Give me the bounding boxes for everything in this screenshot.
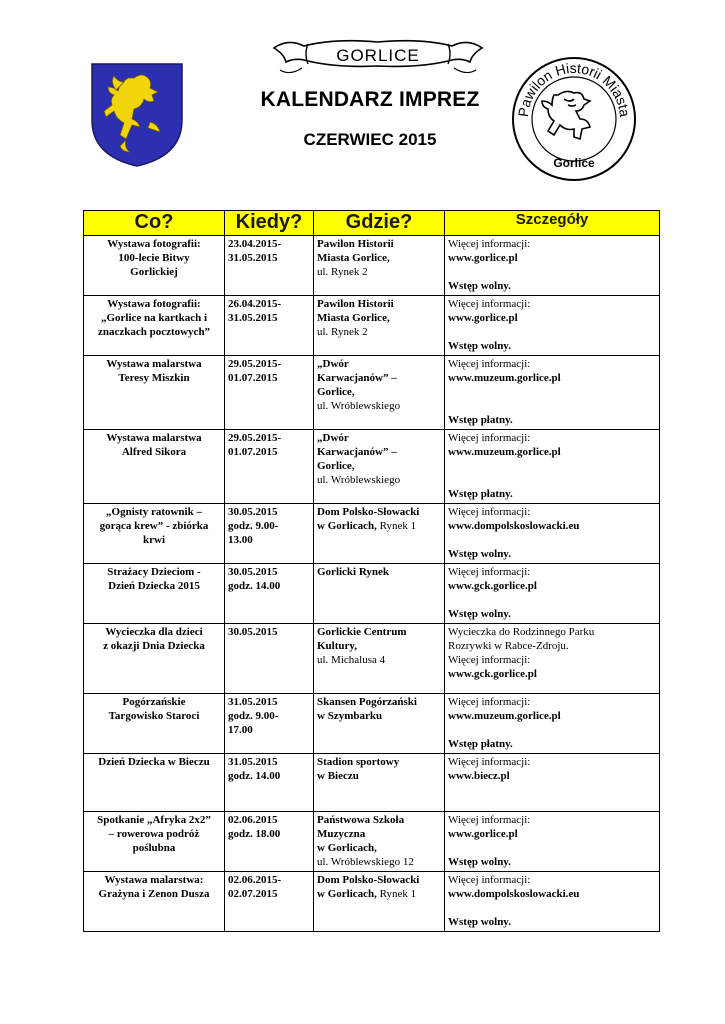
event-details-cell xyxy=(445,754,660,812)
cell-line: Gorlice, xyxy=(317,386,355,398)
cell-line xyxy=(448,265,656,279)
event-name-cell xyxy=(84,356,225,430)
cell-line: Więcej informacji: xyxy=(448,756,531,768)
cell-line: Więcej informacji: xyxy=(448,358,531,370)
cell-line xyxy=(448,593,656,607)
cell-line: „Gorlice na kartkach i xyxy=(100,312,208,324)
event-name-cell xyxy=(84,872,225,932)
cell-line: z okazji Dnia Dziecka xyxy=(103,640,205,652)
event-place-cell xyxy=(314,356,445,430)
cell-line: www.gorlice.pl xyxy=(448,252,518,264)
cell-line: Wystawa malarstwa xyxy=(106,432,202,444)
cell-line: www.biecz.pl xyxy=(448,770,510,782)
cell-line: Wstęp płatny. xyxy=(448,738,513,750)
header-details: Szczegóły xyxy=(445,211,660,236)
cell-line: 30.05.2015 xyxy=(228,626,278,638)
cell-line: Więcej informacji: xyxy=(448,654,531,666)
event-date-cell xyxy=(225,872,314,932)
cell-line: Pawilon Historii xyxy=(317,298,394,310)
cell-line: Gorlicki Rynek xyxy=(317,566,390,578)
cell-line xyxy=(448,459,656,473)
cell-line: www.gck.gorlice.pl xyxy=(448,668,537,680)
cell-line: Skansen Pogórzański xyxy=(317,696,417,708)
event-details-cell xyxy=(445,504,660,564)
table-row xyxy=(84,504,660,564)
cell-line: Wstęp wolny. xyxy=(448,340,511,352)
table-row xyxy=(84,564,660,624)
event-name-cell xyxy=(84,430,225,504)
cell-line: godz. 14.00 xyxy=(228,580,281,592)
cell-line: Gorlickiej xyxy=(130,266,178,278)
cell-line: Państwowa Szkoła xyxy=(317,814,405,826)
cell-line: 29.05.2015- xyxy=(228,432,282,444)
cell-line: Gorlickie Centrum xyxy=(317,626,407,638)
cell-line: ul. Wróblewskiego xyxy=(317,474,401,486)
event-name-cell xyxy=(84,694,225,754)
cell-line: „Dwór xyxy=(317,358,349,370)
table-row xyxy=(84,872,660,932)
table-row xyxy=(84,296,660,356)
table-row xyxy=(84,694,660,754)
cell-line: Kultury, xyxy=(317,640,358,652)
event-place-cell xyxy=(314,564,445,624)
header-what: Co? xyxy=(84,211,225,236)
cell-line: Wstęp wolny. xyxy=(448,608,511,620)
cell-line xyxy=(448,533,656,547)
cell-line: Więcej informacji: xyxy=(448,506,531,518)
header-where: Gdzie? xyxy=(314,211,445,236)
event-place-cell xyxy=(314,694,445,754)
gorlice-banner xyxy=(268,30,488,80)
cell-line: Miasta Gorlice, xyxy=(317,312,390,324)
event-details-cell xyxy=(445,694,660,754)
cell-line xyxy=(448,399,656,413)
gorlice-coat-of-arms xyxy=(88,60,186,170)
cell-line: Rozrywki w Rabce-Zdroju. xyxy=(448,640,569,652)
cell-line: Dom Polsko-Słowacki xyxy=(317,874,420,886)
cell-line xyxy=(448,901,656,915)
cell-line: Wstęp płatny. xyxy=(448,414,513,426)
cell-line: krwi xyxy=(143,534,165,546)
cell-line: Wystawa malarstwa: xyxy=(104,874,204,886)
event-details-cell xyxy=(445,564,660,624)
cell-line: 23.04.2015- xyxy=(228,238,282,250)
cell-line: w Bieczu xyxy=(317,770,359,782)
cell-line: www.muzeum.gorlice.pl xyxy=(448,372,561,384)
cell-line: www.dompolskoslowacki.eu xyxy=(448,520,580,532)
cell-line: www.dompolskoslowacki.eu xyxy=(448,888,580,900)
cell-line: Więcej informacji: xyxy=(448,566,531,578)
cell-line: Dzień Dziecka w Bieczu xyxy=(98,756,210,768)
event-details-cell xyxy=(445,872,660,932)
cell-line: 100-lecie Bitwy xyxy=(118,252,190,264)
cell-line: Więcej informacji: xyxy=(448,814,531,826)
page-title: KALENDARZ IMPREZ xyxy=(260,88,480,111)
cell-line: Strażacy Dzieciom - xyxy=(107,566,201,578)
event-date-cell xyxy=(225,236,314,296)
event-details-cell xyxy=(445,624,660,694)
header-when: Kiedy? xyxy=(225,211,314,236)
cell-line: poślubna xyxy=(132,842,176,854)
event-date-cell xyxy=(225,754,314,812)
event-date-cell xyxy=(225,694,314,754)
cell-line: „Ognisty ratownik – xyxy=(106,506,202,518)
event-name-cell xyxy=(84,564,225,624)
cell-line: znaczkach pocztowych” xyxy=(97,326,211,338)
cell-line: godz. 9.00- xyxy=(228,710,279,722)
cell-line: Karwacjanów” – xyxy=(317,446,397,458)
cell-line: Wstęp wolny. xyxy=(448,856,511,868)
cell-line: 01.07.2015 xyxy=(228,372,278,384)
event-details-cell xyxy=(445,430,660,504)
event-place-cell xyxy=(314,754,445,812)
cell-line: Wystawa malarstwa xyxy=(106,358,202,370)
event-place-cell xyxy=(314,624,445,694)
event-date-cell xyxy=(225,356,314,430)
cell-line: www.muzeum.gorlice.pl xyxy=(448,710,561,722)
event-place-cell xyxy=(314,430,445,504)
cell-line: 30.05.2015 xyxy=(228,506,278,518)
cell-line: – rowerowa podróż xyxy=(108,828,200,840)
cell-line: Wstęp wolny. xyxy=(448,280,511,292)
table-row xyxy=(84,754,660,812)
event-place-cell xyxy=(314,296,445,356)
cell-line: www.gorlice.pl xyxy=(448,828,518,840)
event-name-cell xyxy=(84,624,225,694)
cell-line: godz. 18.00 xyxy=(228,828,281,840)
events-table xyxy=(83,210,660,932)
table-row xyxy=(84,624,660,694)
cell-line: www.gck.gorlice.pl xyxy=(448,580,537,592)
cell-line: ul. Wróblewskiego xyxy=(317,400,401,412)
cell-line: Spotkanie „Afryka 2x2” xyxy=(97,814,211,826)
cell-line: 26.04.2015- xyxy=(228,298,282,310)
cell-line: Wystawa fotografii: xyxy=(107,238,201,250)
cell-line: Wystawa fotografii: xyxy=(107,298,201,310)
cell-line: Więcej informacji: xyxy=(448,696,531,708)
cell-line: Więcej informacji: xyxy=(448,432,531,444)
cell-line: 30.05.2015 xyxy=(228,566,278,578)
cell-line xyxy=(448,325,656,339)
svg-text:GORLICE: GORLICE xyxy=(336,46,420,65)
cell-line: Więcej informacji: xyxy=(448,874,531,886)
cell-line: 31.05.2015 xyxy=(228,696,278,708)
svg-text:Pawilon Historii Miasta: Pawilon Historii Miasta xyxy=(514,59,634,118)
cell-line: Wstęp wolny. xyxy=(448,548,511,560)
event-name-cell xyxy=(84,236,225,296)
cell-line: 29.05.2015- xyxy=(228,358,282,370)
cell-line: Więcej informacji: xyxy=(448,298,531,310)
cell-line xyxy=(448,841,656,855)
cell-line: „Dwór xyxy=(317,432,349,444)
cell-line: w Gorlicach, xyxy=(317,842,377,854)
cell-line: w Gorlicach, Rynek 1 xyxy=(317,888,417,900)
cell-line: Wycieczka do Rodzinnego Parku xyxy=(448,626,595,638)
page-subtitle: CZERWIEC 2015 xyxy=(303,130,437,149)
cell-line: Pawilon Historii xyxy=(317,238,394,250)
cell-line: Stadion sportowy xyxy=(317,756,400,768)
event-date-cell xyxy=(225,296,314,356)
cell-line: Wstęp wolny. xyxy=(448,916,511,928)
table-row xyxy=(84,356,660,430)
cell-line: Karwacjanów” – xyxy=(317,372,397,384)
cell-line: Dzień Dziecka 2015 xyxy=(108,580,200,592)
cell-line: Targowisko Staroci xyxy=(108,710,200,722)
event-date-cell xyxy=(225,812,314,872)
event-name-cell xyxy=(84,812,225,872)
svg-text:Gorlice: Gorlice xyxy=(553,156,595,170)
cell-line: Miasta Gorlice, xyxy=(317,252,390,264)
cell-line xyxy=(448,723,656,737)
cell-line: ul. Michalusa 4 xyxy=(317,654,386,666)
cell-line xyxy=(448,473,656,487)
cell-line: 02.06.2015 xyxy=(228,814,278,826)
cell-line: gorąca krew” - zbiórka xyxy=(99,520,209,532)
museum-logo xyxy=(510,55,638,183)
cell-line: godz. 14.00 xyxy=(228,770,281,782)
cell-line: Grażyna i Zenon Dusza xyxy=(98,888,210,900)
event-date-cell xyxy=(225,564,314,624)
cell-line: Więcej informacji: xyxy=(448,238,531,250)
event-place-cell xyxy=(314,812,445,872)
event-name-cell xyxy=(84,754,225,812)
cell-line: ul. Rynek 2 xyxy=(317,266,368,278)
cell-line xyxy=(448,385,656,399)
cell-line: w Szymbarku xyxy=(317,710,383,722)
table-row xyxy=(84,236,660,296)
event-details-cell xyxy=(445,356,660,430)
event-date-cell xyxy=(225,430,314,504)
cell-line: ul. Wróblewskiego 12 xyxy=(317,856,414,868)
cell-line: Teresy Miszkin xyxy=(118,372,190,384)
cell-line: w Gorlicach, Rynek 1 xyxy=(317,520,417,532)
cell-line: 02.07.2015 xyxy=(228,888,278,900)
event-place-cell xyxy=(314,504,445,564)
table-row xyxy=(84,430,660,504)
event-date-cell xyxy=(225,624,314,694)
event-details-cell xyxy=(445,236,660,296)
cell-line: Pogórzańskie xyxy=(122,696,186,708)
table-header-row xyxy=(84,211,660,236)
cell-line: 01.07.2015 xyxy=(228,446,278,458)
cell-line: 02.06.2015- xyxy=(228,874,282,886)
event-date-cell xyxy=(225,504,314,564)
event-name-cell xyxy=(84,504,225,564)
event-details-cell xyxy=(445,812,660,872)
event-details-cell xyxy=(445,296,660,356)
cell-line: www.gorlice.pl xyxy=(448,312,518,324)
cell-line: Dom Polsko-Słowacki xyxy=(317,506,420,518)
event-place-cell xyxy=(314,872,445,932)
cell-line: 31.05.2015 xyxy=(228,756,278,768)
cell-line: Muzyczna xyxy=(317,828,366,840)
cell-line: 31.05.2015 xyxy=(228,312,278,324)
cell-line: Wstęp płatny. xyxy=(448,488,513,500)
cell-line: Wycieczka dla dzieci xyxy=(105,626,203,638)
event-name-cell xyxy=(84,296,225,356)
cell-line: 31.05.2015 xyxy=(228,252,278,264)
table-row xyxy=(84,812,660,872)
cell-line: 13.00 xyxy=(228,534,253,546)
cell-line: www.muzeum.gorlice.pl xyxy=(448,446,561,458)
cell-line: ul. Rynek 2 xyxy=(317,326,368,338)
cell-line: Gorlice, xyxy=(317,460,355,472)
cell-line: Alfred Sikora xyxy=(121,446,187,458)
cell-line: godz. 9.00- xyxy=(228,520,279,532)
event-place-cell xyxy=(314,236,445,296)
cell-line: 17.00 xyxy=(228,724,253,736)
